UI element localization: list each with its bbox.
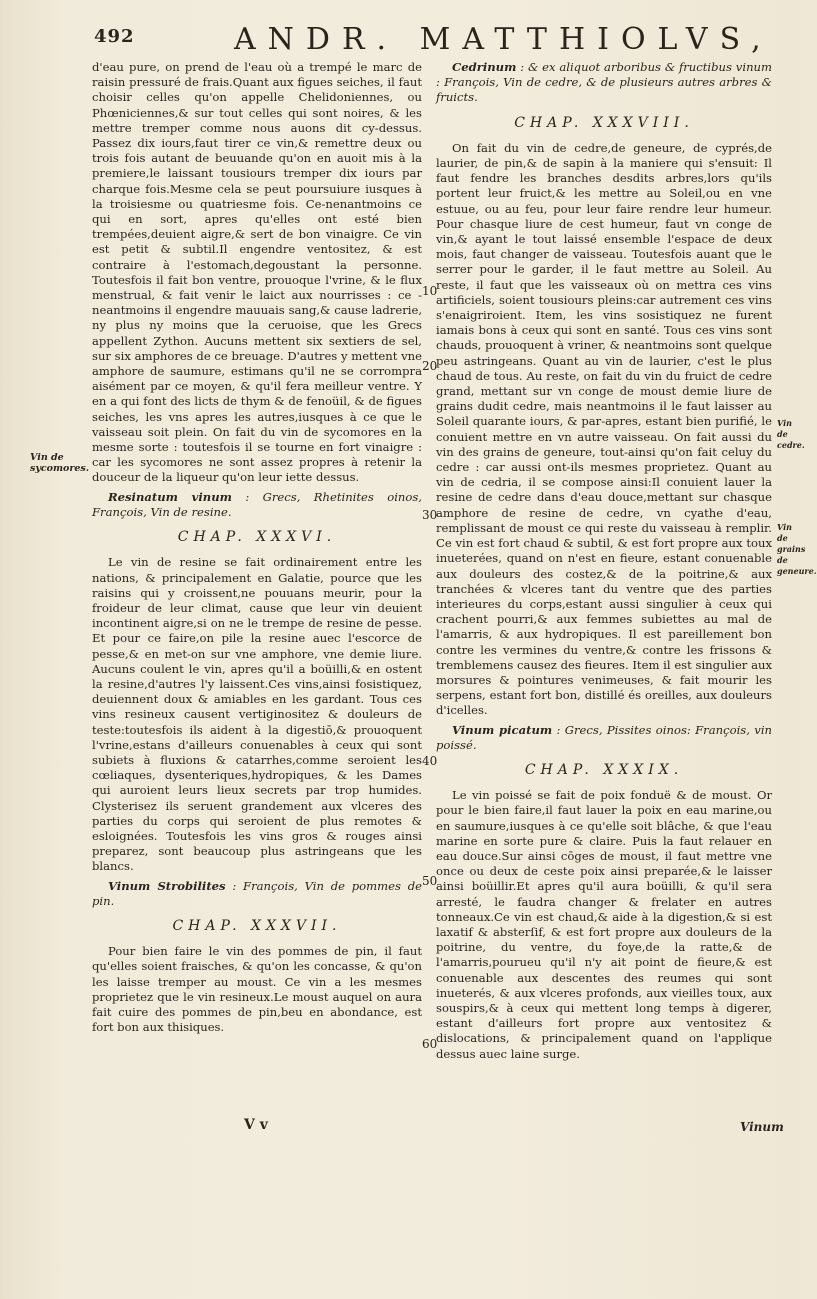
section-title-cedrinum [436,60,772,106]
title-translation: : François, Vin de pommes de pin. [92,878,422,908]
latin-title: Resinatum vinum [108,489,232,504]
right-paragraph-2: Le vin poissé se fait de poix fonduë & de moust. Or pour le bien faire,il faut lauer la poix en eau marine,ou en saumure,iusques à ce qu'elle soit blâche, & que l'eau marine en sorte pure & claire. Puis la faut relauer en eau douce.Sur ainsi cōges de moust, il faut mettre vne once ou deux de ceste poix ainsi preparée,& le laisser ainsi boüillir.Et apres qu'il aura boüilli, & qu'il sera arresté, le faudra changer & frelater en autres tonneaux.Ce vin est chaud,& aide à la digestion,& si est laxatif & absterſif, & est fort propre aux douleurs de la poitrine, du ventre, du foye,de la ratte,& de l'amarris,pourueu qu'il n'y ait point de fieure,& est conuenable aux descentes des reumes qui sont inueterés, & aux vlceres profonds, aux vieilles toux, aux souspirs,& à ceux qui mettent long temps à digerer, estant d'ailleurs fort propre aux ventositez & dislocations, & principalement quand on l'applique dessus auec laine surge. [436,788,772,1061]
chapter-heading-36: CHAP. XXXVI. [177,529,337,546]
page-header [94,22,784,56]
left-paragraph-2: Le vin de resine se fait ordinairement entre les nations, & principalement en Galatie, pource que les raisins qui y croissent,ne pouuans meurir, pour la froideur de leur climat, cause que leur vin deuient incontinent aigre,si on ne le trempe de resine de pesse. Et pour ce faire,on pile la resine auec l'escorce de pesse,& en met-on sur vne amphore, vne demie liure. Aucuns coulent le vin, apres qu'il a boüilli,& en ostent la resine,d'autres l'y laissent.Ces vins,ainsi fosistiquez, deuiennent doux & amiables en les gardant. Tous ces vins resineux causent vertiginositez & douleurs de teste:toutesfois ils aident à la digestiō,& prouoquent l'vrine,estans d'ailleurs conuenables à ceux qui sont subiets à fluxions & catarrhes,comme seroient les cœliaques, dysenteriques,hydropiques, & les Dames qui auroient leurs lieux secrets par trop humides. Clysterisez ils seruent grandement aux vlceres des parties du corps qui seroient de plus remotes & esloignées. Toutesfois les vins gros & rouges ainsi preparez, sont beaucoup plus astringeans que les blancs. [92,555,422,874]
running-head: ANDR. MATTHIOLVS, [234,22,773,57]
section-title-resinatum [92,490,422,520]
title-translation: : & ex aliquot arboribus & fructibus vinum : François, Vin de cedre, & de plusieurs autres arbres & fruicts. [436,60,772,105]
line-number-50: 50 [422,874,438,888]
left-column [92,60,422,1039]
latin-title: Vinum picatum [452,722,553,737]
line-number-40: 40 [422,754,438,768]
margin-note-geneure: Vin de grains de geneure. [777,522,817,576]
line-number-10: 10 [422,284,438,298]
title-translation: : Grecs, Rhetinites oinos, François, Vin de resine. [92,489,422,519]
right-paragraph-1: On fait du vin de cedre,de geneure, de cyprés,de laurier, de pin,& de sapin à la maniere qui s'ensuit: Il faut fendre les branches desdits arbres,lors qu'ils portent leur fruict,& les mettre au Soleil,ou en vne estuue, ou au feu, pour leur faire rendre leur humeur. Pour chasque liure de cest humeur, faut vn conge de vin,& ayant le tout laissé ensemble l'espace de deux mois, faut changer de vaisseau. Toutesfois auant que le serrer pour le garder, il le faut mettre au Soleil. Au reste, il faut que les vaisseaux où on mettra ces vins artificiels, soient tousiours pleins:car autrement ces vins s'enaigriroient. Item, les vins sosistiquez ne furent iamais bons à ceux qui sont en santé. Tous ces vins sont chauds, prouoquent à vriner, & neantmoins sont quelque peu astringeans. Quant au vin de laurier, c'est le plus chaud de tous. Au reste, on fait du vin du fruict de cedre grand, mettant sur vn conge de moust demie liure de grains dudit cedre, mais neantmoins il le faut laisser au Soleil quarante iours, & par-apres, estant bien purifié, le conuient mettre en vn autre vaisseau. On fait aussi du vin des grains de geneure, tout-ainsi qu'on fait celuy du cedre : car aussi ont-ils mesmes proprietez. Quant au vin de cedria, il se compose ainsi:Il conuient lauer la resine de cedre dans d'eau douce,mettant sur chasque amphore de resine de cedre, vn cyathe d'eau, remplissant de moust ce qui reste du vaisseau à remplir. Ce vin est fort chaud & subtil, & est fort propre aux toux inueterées, quand on n'est en fieure, estant conuenable aux douleurs des costez,& de la poitrine,& aux tranchées & vlceres tant du ventre que des parties interieures du corps,estant aussi singulier à ceux qui crachent pourri,& aux femmes subiettes au mal de l'amarris, & aux hydropiques. Il est pareillement bon contre les vermines du ventre,& contre les frissons & tremblemens causez des fieures. Item il est singulier aux morsures & pointures venimeuses, & fait mourir les serpens, estant fort bon, distillé és oreilles, aux douleurs d'icelles. [436,140,772,718]
page-number: 492 [94,26,135,47]
line-number-60: 60 [422,1037,438,1051]
line-number-30: 30 [422,508,438,522]
margin-note-sycomores: Vin de sycomores. [30,452,90,474]
signature-mark: V v [244,1117,268,1133]
right-column [436,60,772,1066]
chapter-heading-38: CHAP. XXXVIII. [514,114,694,131]
left-paragraph-3: Pour bien faire le vin des pommes de pin, il faut qu'elles soient fraisches, & qu'on les concasse, & qu'on les laisse tremper au moust. Ce vin a les mesmes proprietez que le vin resineux.Le moust auquel on aura fait cuire des pommes de pin,beu en abondance, est fort bon aux thisiques. [92,944,422,1035]
latin-title: Cedrinum [452,60,517,74]
catchword: Vinum [740,1120,784,1134]
chapter-heading-39: CHAP. XXXIX. [524,761,684,778]
chapter-heading-37: CHAP. XXXVII. [172,917,342,934]
latin-title: Vinum Strobilites [108,878,226,893]
title-translation: : Grecs, Pissites oinos: François, vin poissé. [436,722,772,752]
section-title-strobilites [92,879,422,909]
left-paragraph-1: d'eau pure, on prend de l'eau où a trempé le marc de raisin pressuré de frais.Quant aux figues seiches, il faut choisir celles qu'on appelle Chelidoniennes, ou Phœniciennes,& sur tout celles qui sont noires, & les mettre tremper comme nous auons dit cy-dessus. Passez dix iours,faut tirer ce vin,& remettre deux ou trois fois autant de beuuande qu'on en auoit mis à la premiere,le laissant tousiours tremper dix iours par charque fois.Mesme cela se peut poursuiure iusques à la troisiesme ou quatriesme fois. Ce-nenantmoins ce qui en sort, apres qu'elles ont esté bien trempées,deuient aigre,& sert de bon vinaigre. Ce vin est petit & subtil.Il engendre ventositez, & est contraire à l'estomach,degoustant la personne. Toutesfois il fait bon ventre, prouoque l'vrine, & le flux menstrual, & fait venir le laict aux nourrisses : ce - neantmoins il engendre mauuais sang,& cause ladrerie, ny plus ny moins que la ceruoise, que les Grecs appellent Zython. Aucuns mettent six sextiers de sel, sur six amphores de ce breuage. D'autres y mettent vne amphore de saumure, estimans qu'il ne se corrompra aisément par ce moyen, & qu'il fera meilleur ventre. Y en a qui font des licts de thym & de fenoüil, & de figues seiches, les vns apres les autres,iusques à ce que le vaisseau soit plein. On fait du vin de sycomores en la mesme sorte : toutesfois il se tourne en fort vinaigre : car les sycomores ne sont assez propres à retenir la douceur de la liqueur qu'on leur iette dessus. [92,60,422,485]
section-title-picatum [436,723,772,753]
margin-note-cedre: Vin de cedre. [777,418,805,450]
line-number-20: 20 [422,359,438,373]
